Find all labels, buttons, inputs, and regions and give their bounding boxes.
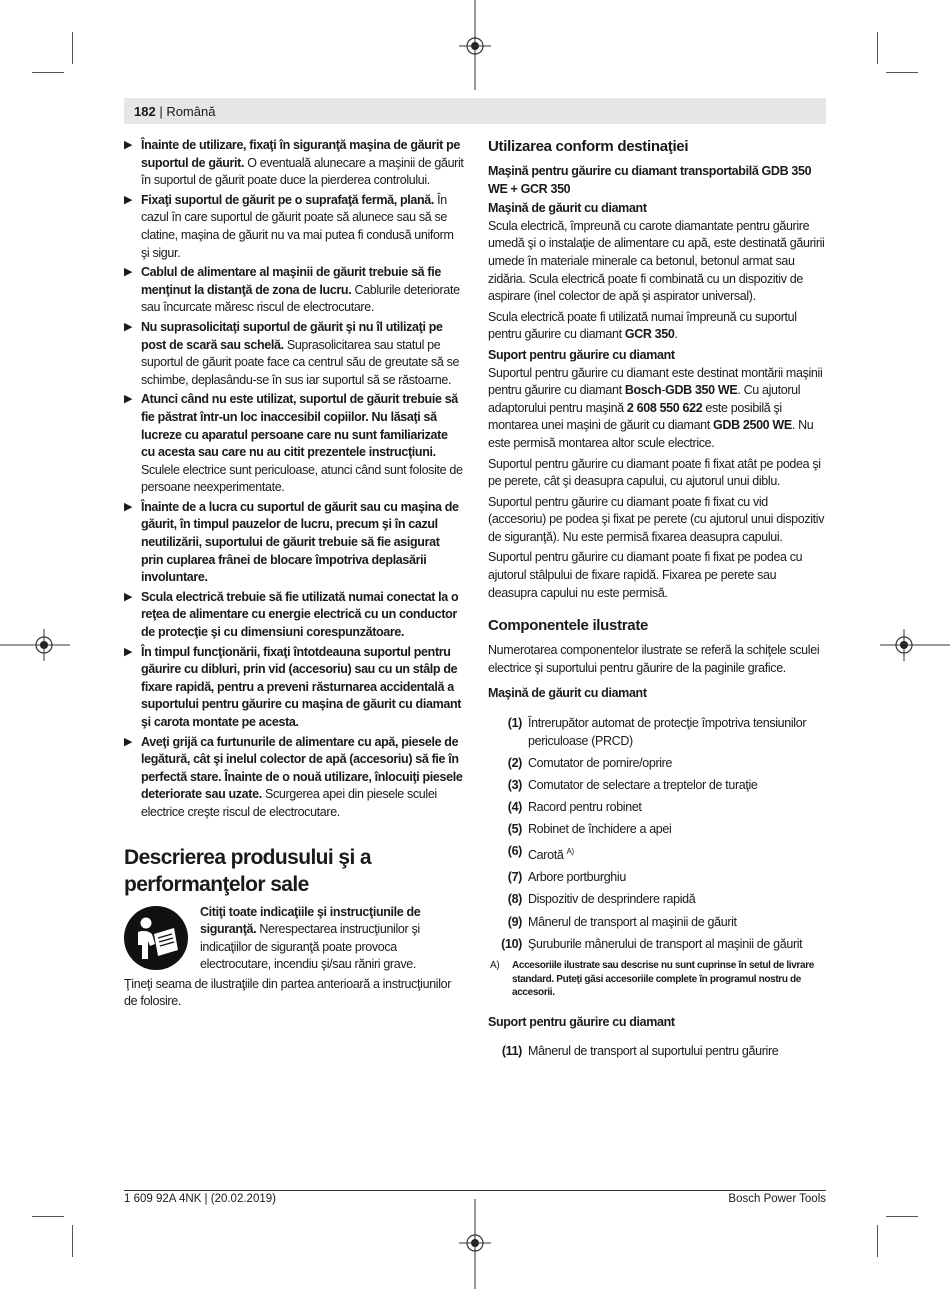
bullet-text: În cazul în care suportul de găurit poate să alunece sau să se clatine, maşina de găurit nu va mai putea fi condusă uniform şi sigur. <box>141 192 454 260</box>
safety-bullet <box>124 264 464 317</box>
bullet-bold: Înainte de a lucra cu suportul de găurit sau cu maşina de găurit, în timpul pauzelor de lucru, precum şi în cazul neutilizării, suportului de găurit trebuie să fie asigurat prin cuplarea frânei de blocare împotriva deplasării involuntare. <box>141 499 459 585</box>
component-list <box>488 715 828 953</box>
component-label: Mânerul de transport al maşinii de găurit <box>528 914 737 929</box>
safety-bullet <box>124 589 464 642</box>
safety-bullet <box>124 391 464 497</box>
page-language: Română <box>166 104 216 119</box>
safety-note <box>124 904 464 976</box>
component-label: Întrerupător automat de protecţie împotriva tensiunilor periculoase (PRCD) <box>528 716 807 748</box>
crop-mark <box>877 32 878 64</box>
bullet-arrow-icon: ▶ <box>124 193 133 206</box>
stand-component-list <box>488 1043 828 1061</box>
page-header: 182 | Română <box>134 104 216 119</box>
component-item <box>488 914 828 932</box>
heading-drill: Maşină de găurit cu diamant <box>488 201 647 216</box>
right-column <box>488 137 828 1067</box>
footnote <box>488 959 828 1000</box>
text: - <box>661 383 666 398</box>
text: . Nu este permisă montarea altor scule electrice. <box>488 418 814 450</box>
component-number: (5) <box>507 822 522 836</box>
component-item <box>488 891 828 909</box>
component-item <box>488 777 828 795</box>
component-item <box>488 821 828 839</box>
text: Scula electrică poate fi utilizată numai împreună cu suportul pentru găurire cu diamant <box>488 309 797 342</box>
text: . <box>674 327 678 342</box>
bullet-text: Scurgerea apei din piesele sculei electrice creşte riscul de electrocutare. <box>141 787 437 819</box>
component-number: (11) <box>501 1044 522 1059</box>
brand-name: Bosch <box>624 383 662 398</box>
text: . Cu ajutorul adaptorului pentru maşină <box>488 383 801 415</box>
bullet-arrow-icon: ▶ <box>124 320 133 333</box>
bullet-bold: Cablul de alimentare al maşinii de găurit trebuie să fie menţinut la distanţă de zona de lucru. <box>141 265 441 297</box>
footnote-text: Accesoriile ilustrate sau descrise nu sunt cuprinse în setul de livrare standard. Puteţi găsi accesoriile complete în programul nostru de accesorii. <box>512 960 814 999</box>
registration-mark-left <box>0 625 70 665</box>
bullet-arrow-icon: ▶ <box>124 590 133 603</box>
safety-bold: Citiţi toate indicaţiile şi instrucţiunile de siguranţă. <box>200 904 421 937</box>
closing-text: Ţineţi seama de ilustraţiile din partea anterioară a instrucţiunilor de folosire. <box>124 976 452 1009</box>
registration-mark-right <box>880 625 950 665</box>
safety-bullet <box>124 734 464 822</box>
component-number: (7) <box>507 870 522 885</box>
component-item <box>488 799 828 817</box>
bullet-bold: Scula electrică trebuie să fie utilizată numai conectat la o reţea de alimentare cu energie electrică cu un conductor de protecţie şi cu dimensiuni corespunzătoare. <box>141 589 459 640</box>
heading-intended-use: Utilizarea conform destinaţiei <box>488 138 689 155</box>
safety-bullets <box>124 137 464 822</box>
component-label: Robinet de închidere a apei <box>528 822 672 836</box>
component-item <box>488 1043 828 1061</box>
paragraph-drill: Scula electrică, împreună cu carote diamantate pentru găurire umedă şi o instalaţie de alimentare cu apă, este destinată găuririi umede în materiale minerale ca betonul, betonul armat sau zidăria. Scula electrică poate fi combinată cu un dispozitiv de aspirare (inel colector de apă şi aspirator universal). <box>488 218 825 304</box>
footer-rule <box>124 1190 826 1191</box>
component-number: (4) <box>507 799 522 814</box>
crop-mark <box>72 1225 73 1257</box>
bullet-bold: Fixaţi suportul de găurit pe o suprafaţă fermă, plană. <box>141 192 434 207</box>
page-number: 182 <box>134 104 156 119</box>
paragraph-stand-3: Suportul pentru găurire cu diamant poate fi fixat cu vid (accesoriu) pe podea şi fixat pe perete (cu ajutorul unui dispozitiv de siguranţă). Nu este permisă fixarea deasupra capului. <box>488 494 825 544</box>
component-label: Carotă <box>528 848 564 863</box>
component-number: (1) <box>507 716 522 731</box>
component-label: Şuruburile mânerului de transport al maşinii de găurit <box>528 936 803 951</box>
bullet-arrow-icon: ▶ <box>124 266 133 279</box>
page-header-bar <box>124 98 826 124</box>
component-item <box>488 936 828 954</box>
bullet-bold: Aveţi grijă ca furtunurile de alimentare cu apă, piesele de legătură, cât şi inelul colector de apă (accesoriu) să fie în perfectă stare. Înainte de o nouă utilizare, înlocuiţi piesele deteriorate sau uzate. <box>141 734 463 802</box>
component-label: Arbore portburghiu <box>528 870 626 885</box>
component-label: Comutator de pornire/oprire <box>528 755 673 770</box>
model-name: GDB 350 WE <box>665 383 738 398</box>
bullet-text: Suprasolicitarea sau statul pe suportul de găurit poate face ca centrul său de greutate să se schimbe, deplasându-se în sus iar suportul să se răstoarne. <box>141 337 460 387</box>
component-number: (9) <box>507 914 522 929</box>
component-item <box>488 715 828 750</box>
crop-mark <box>886 72 918 73</box>
safety-bullet <box>124 499 464 587</box>
paragraph-stand <box>488 365 828 453</box>
bullet-bold: Înainte de utilizare, fixaţi în siguranţă maşina de găurit pe suportul de găurit. <box>141 138 461 170</box>
component-number: (8) <box>507 892 522 907</box>
safety-bullet <box>124 192 464 262</box>
component-item <box>488 843 828 865</box>
text: este posibilă şi montarea unei maşini de găurit cu diamant <box>488 400 782 433</box>
component-label: Comutator de selectare a treptelor de turaţie <box>528 777 758 792</box>
bullet-arrow-icon: ▶ <box>124 735 133 748</box>
heading-machine-transport: Maşină pentru găurire cu diamant transportabilă GDB 350 WE + GCR 350 <box>488 164 812 196</box>
model-name: GCR 350 <box>624 327 675 342</box>
section-title: Descrierea produsului şi a performanţelor sale <box>124 845 372 896</box>
paragraph-stand-4: Suportul pentru găurire cu diamant poate fi fixat pe podea cu ajutorul stâlpului de fixare rapidă. Fixarea pe perete sau deasupra capului nu este permisă. <box>488 550 803 600</box>
paragraph-drill-2 <box>488 309 828 344</box>
bullet-arrow-icon: ▶ <box>124 139 133 151</box>
heading-stand-list: Suport pentru găurire cu diamant <box>488 1014 675 1029</box>
footer-doc-id: 1 609 92A 4NK | (20.02.2019) <box>124 1193 276 1205</box>
read-manual-icon <box>124 906 188 970</box>
component-label: Mânerul de transport al suportului pentru găurire <box>528 1044 779 1059</box>
paragraph-components: Numerotarea componentelor ilustrate se referă la schiţele sculei electrice şi suportului pentru găurire de la paginile grafice. <box>488 643 820 675</box>
model-name: GDB 2500 WE <box>713 418 792 433</box>
safety-bullet <box>124 319 464 389</box>
component-number: (10) <box>501 936 522 951</box>
component-label: Dispozitiv de desprindere rapidă <box>528 892 696 907</box>
component-item <box>488 755 828 773</box>
text: Suportul pentru găurire cu diamant este destinat montării maşinii pentru găurire cu diamant <box>488 365 823 398</box>
bullet-bold: Nu suprasolicitaţi suportul de găurit şi nu îl utilizaţi pe post de scară sau schelă. <box>141 319 443 352</box>
safety-bullet <box>124 137 464 190</box>
component-number: (6) <box>507 844 522 859</box>
paragraph-stand-2: Suportul pentru găurire cu diamant poate fi fixat atât pe podea şi pe perete, cât şi deasupra capului, cu ajutorul unui diblu. <box>488 456 821 489</box>
footer-brand: Bosch Power Tools <box>728 1193 826 1205</box>
component-number: (3) <box>507 777 522 792</box>
component-label: Racord pentru robinet <box>528 799 642 814</box>
component-number: (2) <box>507 755 522 770</box>
crop-mark <box>877 1225 878 1257</box>
part-number: 2 608 550 622 <box>626 400 703 415</box>
crop-mark <box>72 32 73 64</box>
bullet-bold: În timpul funcţionării, fixaţi întotdeauna suportul pentru găurire cu dibluri, prin vid (accesoriu) sau cu un stâlp de fixare rapidă, pentru a preveni răsturnarea accidentală a suportului pentru găurire cu maşina de găurit cu diamant şi carota montate pe acesta. <box>141 644 462 729</box>
crop-mark <box>32 72 64 73</box>
heading-drill-list: Maşină de găurit cu diamant <box>488 686 647 701</box>
crop-mark <box>886 1216 918 1217</box>
bullet-arrow-icon: ▶ <box>124 500 133 513</box>
bullet-text: Sculele electrice sunt periculoase, atunci când sunt folosite de persoane neexperimentate. <box>141 462 463 495</box>
bullet-arrow-icon: ▶ <box>124 645 133 658</box>
registration-mark-bottom <box>455 1199 495 1289</box>
left-column <box>124 137 464 1014</box>
heading-stand: Suport pentru găurire cu diamant <box>488 347 675 362</box>
bullet-arrow-icon: ▶ <box>124 393 133 406</box>
footnote-mark: A) <box>490 960 500 972</box>
bullet-text: O eventuală alunecare a maşinii de găurit în suportul de găurit poate duce la pierderea controlului. <box>141 155 464 188</box>
component-item <box>488 869 828 887</box>
safety-text: Nerespectarea instrucţiunilor şi indicaţiilor de siguranţă poate provoca electrocutare, incendiu şi/sau răniri grave. <box>200 922 420 972</box>
safety-bullet <box>124 644 464 732</box>
bullet-bold: Atunci când nu este utilizat, suportul de găurit trebuie să fie păstrat într-un loc inaccesibil copiilor. Nu lăsaţi să lucreze cu aparatul persoane care nu sunt familiarizate cu acesta sau care nu au citit prezentele instrucţiuni. <box>141 392 458 460</box>
bullet-text: Cablurile deteriorate sau încurcate măresc riscul de electrocutare. <box>141 282 460 315</box>
crop-mark <box>32 1216 64 1217</box>
heading-components: Componentele ilustrate <box>488 617 649 635</box>
component-footnote-ref: A) <box>566 847 574 857</box>
registration-mark-top <box>455 0 495 90</box>
